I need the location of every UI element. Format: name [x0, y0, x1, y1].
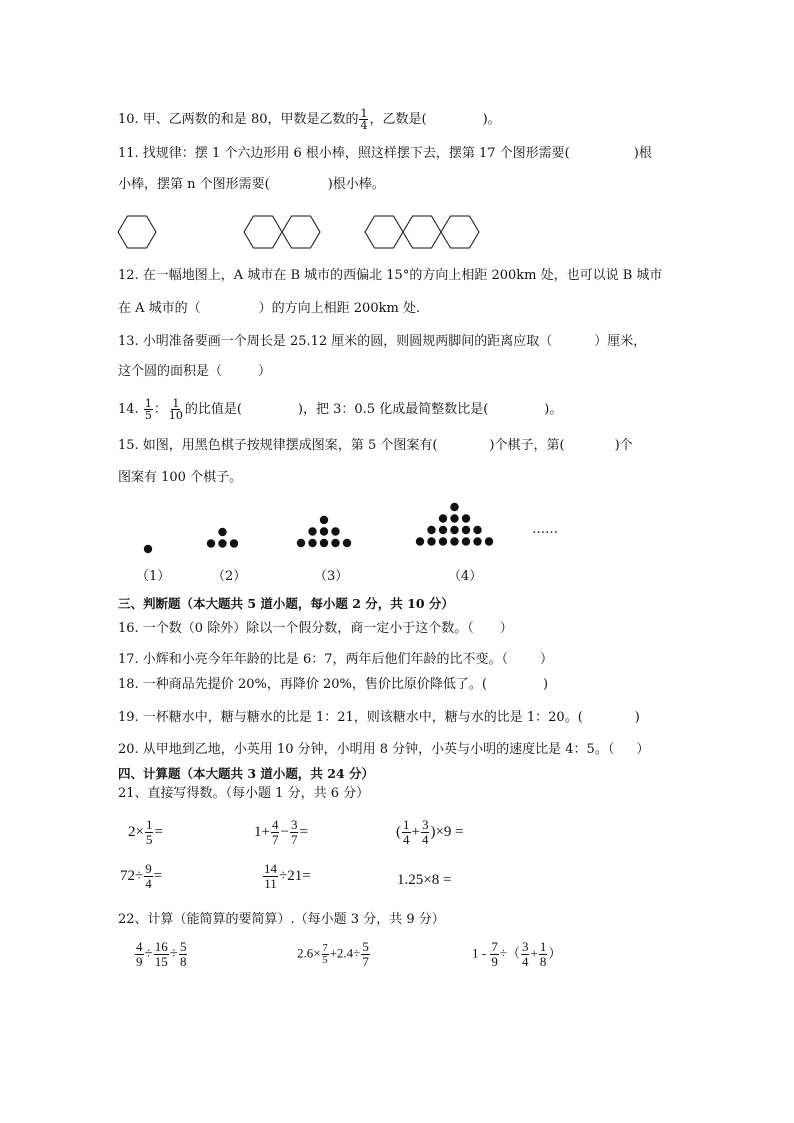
chess-piece-dot: [320, 539, 328, 547]
pattern-caption-1: （1）: [136, 569, 171, 584]
dot-pattern-2: [205, 526, 255, 560]
question-14: 14. $\frac{1}{5}$ ： $\frac{1}{10}$ 的比值是( )，把 3：0.5 化成最简整数比是( )。: [118, 397, 563, 422]
chess-piece-dot: [416, 537, 424, 545]
chess-piece-dot: [439, 526, 447, 534]
chess-piece-dot: [473, 537, 481, 545]
fraction: $\frac{1}{10}$: [168, 397, 183, 422]
chess-piece-dot: [450, 514, 458, 522]
hexagon-figure-3: [365, 211, 481, 253]
question-15-line-1: 15. 如图，用黑色棋子按规律摆成图案，第 5 个图案有( )个棋子，第( )个: [118, 438, 633, 453]
chess-piece-dot: [308, 539, 316, 547]
hexagon-figure-2: [244, 211, 324, 253]
chess-piece-dot: [450, 503, 458, 511]
chess-piece-dot: [207, 539, 215, 547]
question-13-line-2: 这个圆的面积是（ ）: [118, 364, 272, 379]
ellipsis: ……: [532, 522, 558, 537]
chess-piece-dot: [485, 537, 493, 545]
fraction: $\frac{1}{5}$: [144, 397, 152, 422]
expression-21-3: ( $\frac{1}{4}$ + $\frac{3}{4}$ )×9 =: [396, 817, 464, 847]
fraction: $\frac{1}{4}$: [360, 107, 368, 132]
chess-piece-dot: [450, 537, 458, 545]
expression-21-6: 1.25×8 =: [397, 872, 452, 888]
question-11-line-2: 小棒，摆第 n 个图形需要( )根小棒。: [118, 177, 385, 192]
section-3-title: 三、判断题（本大题共 5 道小题，每小题 2 分，共 10 分）: [118, 596, 454, 611]
question-15-line-2: 图案有 100 个棋子。: [118, 470, 243, 485]
dot-pattern-4: [414, 501, 518, 561]
chess-piece-dot: [462, 526, 470, 534]
chess-piece-dot: [462, 537, 470, 545]
expression-21-1: 2× $\frac{1}{5}$ =: [128, 817, 163, 847]
expression-21-5: $\frac{14}{11}$ ÷21=: [264, 861, 311, 891]
chess-piece-dot: [297, 539, 305, 547]
question-18: 18. 一种商品先提价 20%，再降价 20%，售价比原价降低了。( ): [118, 677, 549, 692]
question-11-line-1: 11. 找规律：摆 1 个六边形用 6 根小棒，照这样摆下去，摆第 17 个图形需要( )根: [118, 146, 652, 161]
chess-piece-dot: [218, 528, 226, 536]
chess-piece-dot: [427, 537, 435, 545]
chess-piece-dot: [308, 527, 316, 535]
question-16: 16. 一个数（0 除外）除以一个假分数，商一定小于这个数。（ ）: [118, 621, 513, 636]
question-19: 19. 一杯糖水中，糖与糖水的比是 1：21，则该糖水中，糖与水的比是 1：20。( ): [118, 710, 640, 725]
chess-piece-dot: [343, 539, 351, 547]
chess-piece-dot: [320, 516, 328, 524]
question-13-line-1: 13. 小明准备要画一个周长是 25.12 厘米的圆，则圆规两脚间的距离应取（ ）厘米，: [118, 334, 647, 349]
pattern-caption-3: （3）: [314, 569, 349, 584]
question-10: 10. 甲、乙两数的和是 80，甲数是乙数的 $\frac{1}{4}$ ，乙数是( )。: [118, 107, 501, 132]
dot-pattern-3: [295, 514, 375, 560]
section-4-title: 四、计算题（本大题共 3 道小题，共 24 分）: [118, 766, 375, 781]
question-20: 20. 从甲地到乙地，小英用 10 分钟，小明用 8 分钟，小英与小明的速度比是 4：5。（ ）: [118, 742, 650, 757]
expression-22-2: 2.6× $\frac{7}{5}$ +2.4÷ $\frac{5}{7}$: [297, 939, 369, 969]
question-12-line-2: 在 A 城市的（ ）的方向上相距 200km 处.: [118, 301, 421, 316]
chess-piece-dot: [439, 514, 447, 522]
expression-22-1: $\frac{4}{9}$ ÷ $\frac{16}{15}$ ÷ $\frac{5}{8}$: [136, 939, 187, 969]
chess-piece-dot: [331, 527, 339, 535]
question-17: 17. 小辉和小亮今年年龄的比是 6：7，两年后他们年龄的比不变。（ ）: [118, 652, 553, 667]
chess-piece-dot: [450, 526, 458, 534]
pattern-caption-4: （4）: [448, 569, 483, 584]
hexagon-figure-1: [118, 211, 160, 253]
expression-21-4: 72÷ $\frac{9}{4}$ =: [120, 861, 163, 891]
chess-piece-dot: [218, 539, 226, 547]
chess-piece-dot: [439, 537, 447, 545]
chess-piece-dot: [331, 539, 339, 547]
pattern-caption-2: （2）: [212, 569, 247, 584]
chess-piece-dot: [473, 526, 481, 534]
question-21-title: 21、直接写得数。（每小题 1 分，共 6 分）: [118, 786, 370, 801]
question-22-title: 22、计算（能简算的要简算）.（每小题 3 分，共 9 分）: [118, 912, 445, 927]
chess-piece-dot: [427, 526, 435, 534]
chess-piece-dot: [320, 527, 328, 535]
question-12-line-1: 12. 在一幅地图上，A 城市在 B 城市的西偏北 15°的方向上相距 200km 处，也可以说 B 城市: [118, 268, 663, 283]
expression-21-2: 1+ $\frac{4}{7}$ − $\frac{3}{7}$ =: [254, 817, 308, 847]
chess-piece-dot: [462, 514, 470, 522]
expression-22-3: 1 - $\frac{7}{9}$ ÷（ $\frac{3}{4}$ + $\frac{1}{8}$ ）: [472, 939, 562, 969]
dot-pattern-1: [140, 540, 160, 560]
chess-piece-dot: [230, 539, 238, 547]
